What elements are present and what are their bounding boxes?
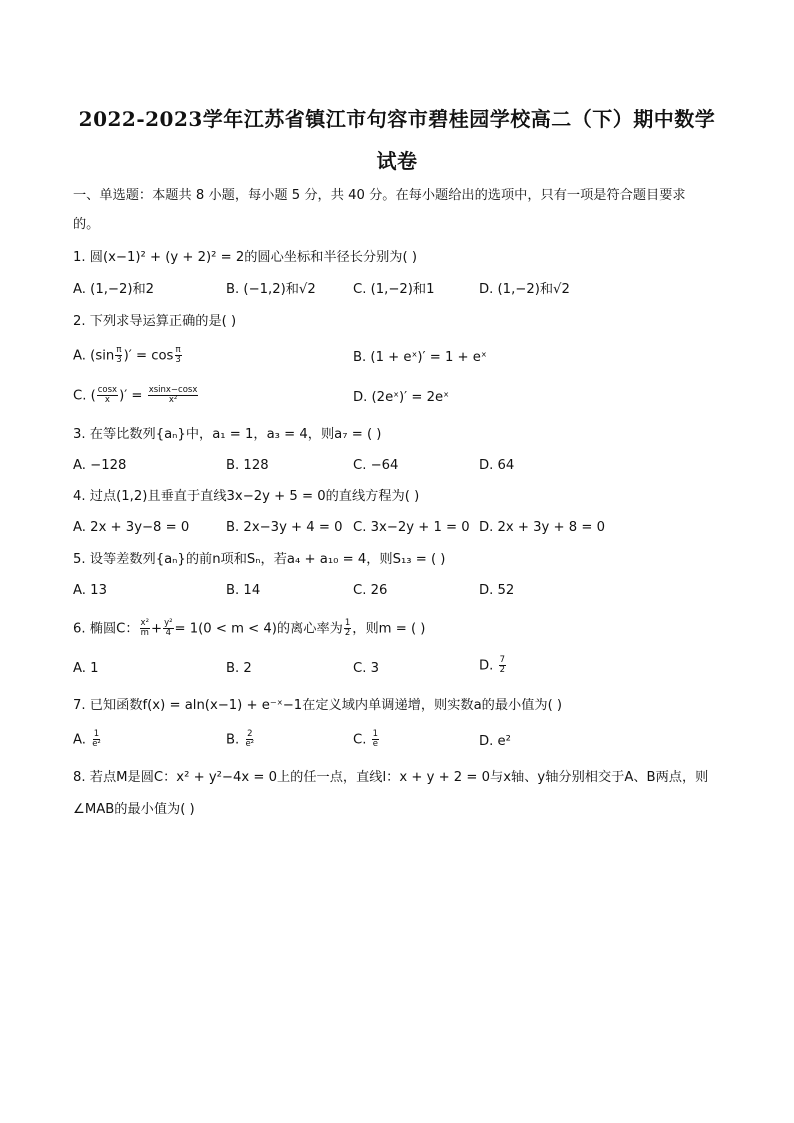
q7a-prefix: A. — [73, 732, 86, 748]
q7c-fraction — [372, 730, 379, 749]
question-4-option-a: A. 2x + 3y−8 = 0 — [73, 520, 190, 535]
page-title-continued: 试卷 — [376, 149, 418, 173]
question-7-option-c — [353, 730, 380, 750]
question-2-option-a — [73, 346, 183, 366]
q7a-fraction-num: 1 — [93, 729, 100, 739]
q6-fraction-2-den: 4 — [165, 628, 171, 638]
q2c-fraction-2-den: x² — [168, 395, 178, 405]
q6-fraction-2-num: y² — [164, 618, 173, 628]
q6-fraction-1-den: m — [140, 628, 149, 638]
q2a-mid: )′ = cos — [123, 348, 174, 364]
q6-stem-mid: = 1(0 < m < 4)的离心率为 — [174, 621, 343, 637]
section-header: 一、单选题：本题共 8 小题，每小题 5 分，共 40 分。在每小题给出的选项中，只有一项是符合题目要求 — [73, 188, 686, 203]
q2c-fraction-1-den: x — [104, 395, 110, 405]
question-5-option-c: C. 26 — [353, 583, 388, 598]
question-8-stem: 8. 若点M是圆C：x² + y²−4x = 0上的任一点，直线l：x + y + 2 = 0与x轴、y轴分别相交于A、B两点，则 — [73, 770, 709, 785]
question-3-option-a: A. −128 — [73, 458, 127, 473]
q7b-fraction-num: 2 — [247, 729, 253, 739]
question-2-option-c — [73, 386, 199, 406]
q7b-prefix: B. — [226, 732, 240, 748]
question-7-stem: 7. 已知函数f(x) = aln(x−1) + e⁻ˣ−1在定义域内单调递增，则实数a的最小值为( ) — [73, 698, 563, 713]
q7a-fraction-den: e² — [92, 739, 101, 749]
q2c-fraction-2-num: xsinx−cosx — [148, 385, 198, 395]
q2a-fraction-den: 3 — [116, 355, 122, 365]
q2c-fraction-1 — [97, 386, 118, 405]
q7b-fraction — [244, 730, 255, 749]
q2c-prefix: C. ( — [73, 388, 96, 404]
q7a-fraction — [91, 730, 102, 749]
q7c-fraction-num: 1 — [372, 729, 379, 739]
q7b-fraction-den: e² — [245, 739, 255, 749]
question-6-stem — [73, 619, 425, 639]
q2c-mid: )′ = — [119, 388, 143, 404]
q6d-fraction-num: 7 — [499, 655, 505, 665]
q6-plus: + — [151, 621, 163, 637]
q2c-fraction-2 — [148, 386, 199, 405]
question-1-stem: 1. 圆(x−1)² + (y + 2)² = 2的圆心坐标和半径长分别为( ) — [73, 250, 417, 265]
q6-fraction-1 — [140, 619, 150, 638]
question-4-option-d: D. 2x + 3y + 8 = 0 — [479, 520, 606, 535]
q6-stem-prefix: 6. 椭圆C： — [73, 621, 139, 637]
question-8-stem-continued: ∠MAB的最小值为( ) — [73, 802, 195, 817]
q7c-fraction-den: e — [372, 739, 378, 749]
question-1-option-a: A. (1,−2)和2 — [73, 282, 155, 297]
section-header-continued: 的。 — [73, 217, 100, 232]
q6-fraction-3-num: 1 — [344, 618, 351, 628]
question-1-option-b: B. (−1,2)和√2 — [226, 282, 316, 297]
question-6-option-a: A. 1 — [73, 661, 99, 676]
q6-fraction-3-den: 2 — [344, 628, 351, 638]
q2a-fraction — [115, 346, 122, 365]
question-7-option-b — [226, 730, 256, 750]
question-5-option-b: B. 14 — [226, 583, 261, 598]
question-4-option-b: B. 2x−3y + 4 = 0 — [226, 520, 343, 535]
question-6-option-d — [479, 656, 507, 676]
q2a-fraction-2-num: π — [175, 345, 181, 355]
q6-fraction-2 — [163, 619, 173, 638]
question-5-stem: 5. 设等差数列{aₙ}的前n项和Sₙ，若a₄ + a₁₀ = 4，则S₁₃ = ( ) — [73, 552, 446, 567]
question-5-option-a: A. 13 — [73, 583, 107, 598]
page-title: 2022-2023学年江苏省镇江市句容市碧桂园学校高二（下）期中数学 — [78, 107, 716, 131]
q2a-fraction-num: π — [116, 345, 122, 355]
question-6-option-b: B. 2 — [226, 661, 252, 676]
question-7-option-a — [73, 730, 103, 750]
question-3-stem: 3. 在等比数列{aₙ}中，a₁ = 1，a₃ = 4，则a₇ = ( ) — [73, 427, 382, 442]
question-3-option-d: D. 64 — [479, 458, 515, 473]
question-1-option-c: C. (1,−2)和1 — [353, 282, 435, 297]
q2a-fraction-2 — [174, 346, 181, 365]
q6d-prefix: D. — [479, 658, 494, 674]
question-4-option-c: C. 3x−2y + 1 = 0 — [353, 520, 470, 535]
question-5-option-d: D. 52 — [479, 583, 515, 598]
question-3-option-c: C. −64 — [353, 458, 399, 473]
question-2-option-d: D. (2eˣ)′ = 2eˣ — [353, 390, 449, 405]
question-1-option-d: D. (1,−2)和√2 — [479, 282, 570, 297]
q2a-prefix: A. (sin — [73, 348, 115, 364]
question-7-option-d: D. e² — [479, 734, 511, 749]
question-6-option-c: C. 3 — [353, 661, 379, 676]
q6d-fraction — [499, 656, 506, 675]
q2a-fraction-2-den: 3 — [175, 355, 181, 365]
q6-fraction-3 — [344, 619, 351, 638]
q6-stem-suffix: ，则m = ( ) — [352, 621, 426, 637]
question-4-stem: 4. 过点(1,2)且垂直于直线3x−2y + 5 = 0的直线方程为( ) — [73, 489, 420, 504]
q7c-prefix: C. — [353, 732, 367, 748]
question-3-option-b: B. 128 — [226, 458, 269, 473]
question-2-stem: 2. 下列求导运算正确的是( ) — [73, 314, 237, 329]
q2c-fraction-1-num: cosx — [97, 385, 118, 395]
q6d-fraction-den: 2 — [499, 665, 505, 675]
question-2-option-b: B. (1 + eˣ)′ = 1 + eˣ — [353, 350, 487, 365]
q6-fraction-1-num: x² — [140, 618, 149, 628]
